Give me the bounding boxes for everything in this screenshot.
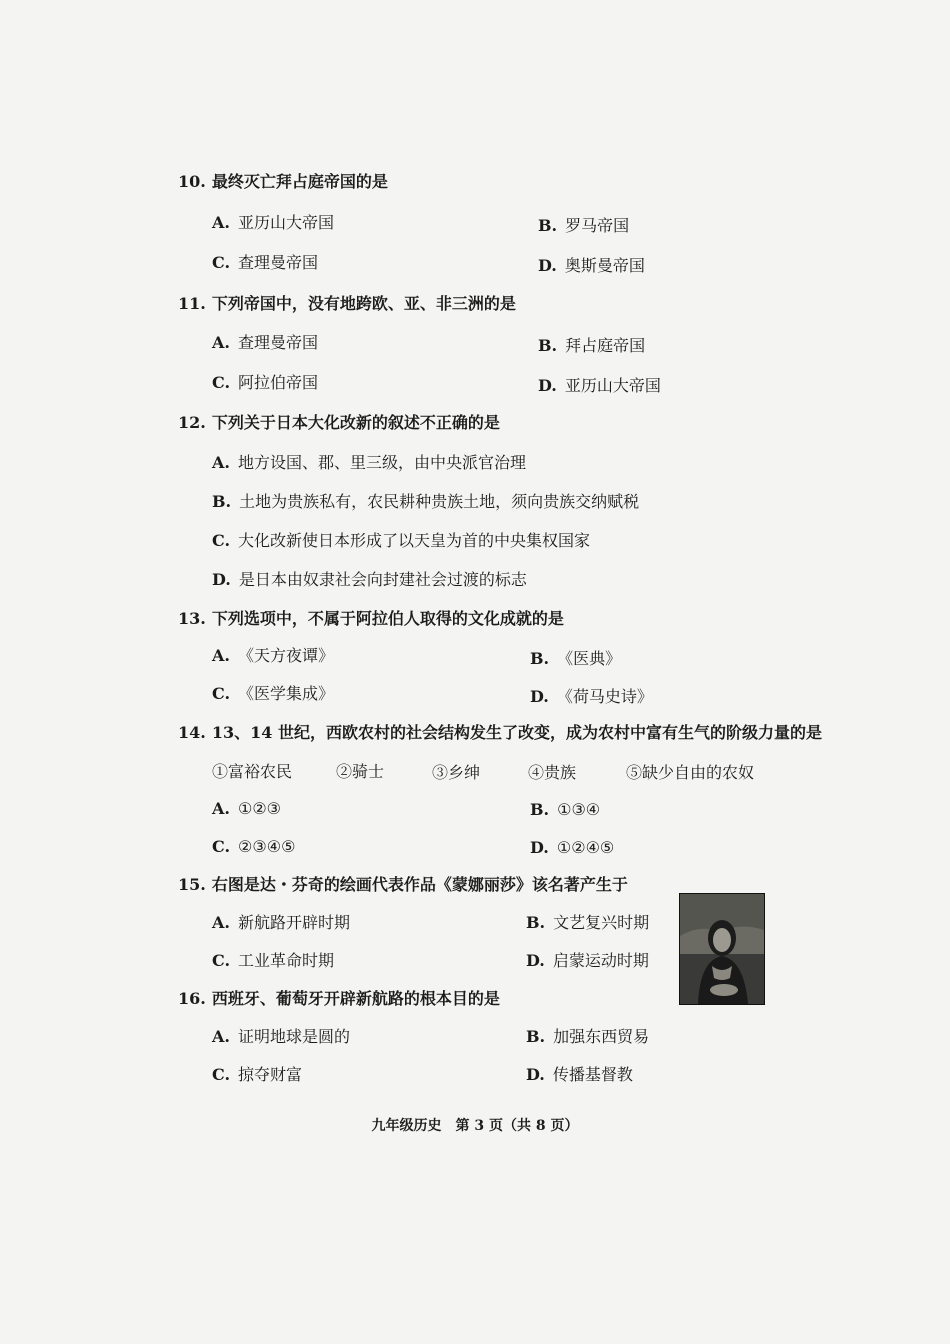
question-14-choice-5: ⑤缺少自由的农奴 [626,763,755,782]
question-16-option-a[interactable]: A. 证明地球是圆的 [212,1027,350,1046]
question-13-stem: 13. 下列选项中，不属于阿拉伯人取得的文化成就的是 [178,609,564,628]
question-15-stem: 15. 右图是达・芬奇的绘画代表作品《蒙娜丽莎》该名著产生于 [178,875,628,894]
question-12-option-d[interactable]: D. 是日本由奴隶社会向封建社会过渡的标志 [212,570,527,589]
question-15-option-c[interactable]: C. 工业革命时期 [212,951,335,970]
question-10-stem: 10. 最终灭亡拜占庭帝国的是 [178,172,388,191]
question-16-option-b[interactable]: B. 加强东西贸易 [526,1027,650,1046]
question-12-option-a[interactable]: A. 地方设国、郡、里三级，由中央派官治理 [212,453,526,472]
question-15-option-d[interactable]: D. 启蒙运动时期 [526,951,649,970]
question-14-option-b[interactable]: B. ①③④ [530,800,601,819]
question-13-option-d[interactable]: D. 《荷马史诗》 [530,687,653,706]
question-15-option-a[interactable]: A. 新航路开辟时期 [212,913,350,932]
question-14-choice-3: ③乡绅 [432,763,481,782]
mona-lisa-image [679,893,765,1005]
question-16-option-c[interactable]: C. 掠夺财富 [212,1065,303,1084]
question-12-stem: 12. 下列关于日本大化改新的叙述不正确的是 [178,413,500,432]
question-16-option-d[interactable]: D. 传播基督教 [526,1065,633,1084]
question-13-option-b[interactable]: B. 《医典》 [530,649,622,668]
question-16-stem: 16. 西班牙、葡萄牙开辟新航路的根本目的是 [178,989,500,1008]
question-11-option-d[interactable]: D. 亚历山大帝国 [538,376,661,395]
question-14-option-c[interactable]: C. ②③④⑤ [212,837,296,856]
question-10-option-d[interactable]: D. 奥斯曼帝国 [538,256,645,275]
question-11-option-b[interactable]: B. 拜占庭帝国 [538,336,646,355]
mona-lisa-illustration [680,894,764,1004]
page-footer: 九年级历史 第 3 页（共 8 页） [371,1118,579,1134]
question-13-option-c[interactable]: C. 《医学集成》 [212,684,335,703]
question-10-option-c[interactable]: C. 查理曼帝国 [212,253,319,272]
question-11-stem: 11. 下列帝国中，没有地跨欧、亚、非三洲的是 [178,294,516,313]
question-12-option-b[interactable]: B. 土地为贵族私有，农民耕种贵族土地，须向贵族交纳赋税 [212,492,640,511]
question-13-option-a[interactable]: A. 《天方夜谭》 [212,646,334,665]
question-12-option-c[interactable]: C. 大化改新使日本形成了以天皇为首的中央集权国家 [212,531,591,550]
question-14-stem: 14. 13、14 世纪，西欧农村的社会结构发生了改变，成为农村中富有生气的阶级力量的是 [178,723,822,742]
question-11-option-a[interactable]: A. 查理曼帝国 [212,333,318,352]
question-10-option-a[interactable]: A. 亚历山大帝国 [212,213,334,232]
question-14-choice-2: ②骑士 [336,762,385,781]
question-14-option-a[interactable]: A. ①②③ [212,799,282,818]
question-11-option-c[interactable]: C. 阿拉伯帝国 [212,373,319,392]
question-14-choice-1: ①富裕农民 [212,762,293,781]
question-14-choice-4: ④贵族 [528,763,577,782]
question-15-option-b[interactable]: B. 文艺复兴时期 [526,913,650,932]
question-10-option-b[interactable]: B. 罗马帝国 [538,216,630,235]
question-14-option-d[interactable]: D. ①②④⑤ [530,838,615,857]
